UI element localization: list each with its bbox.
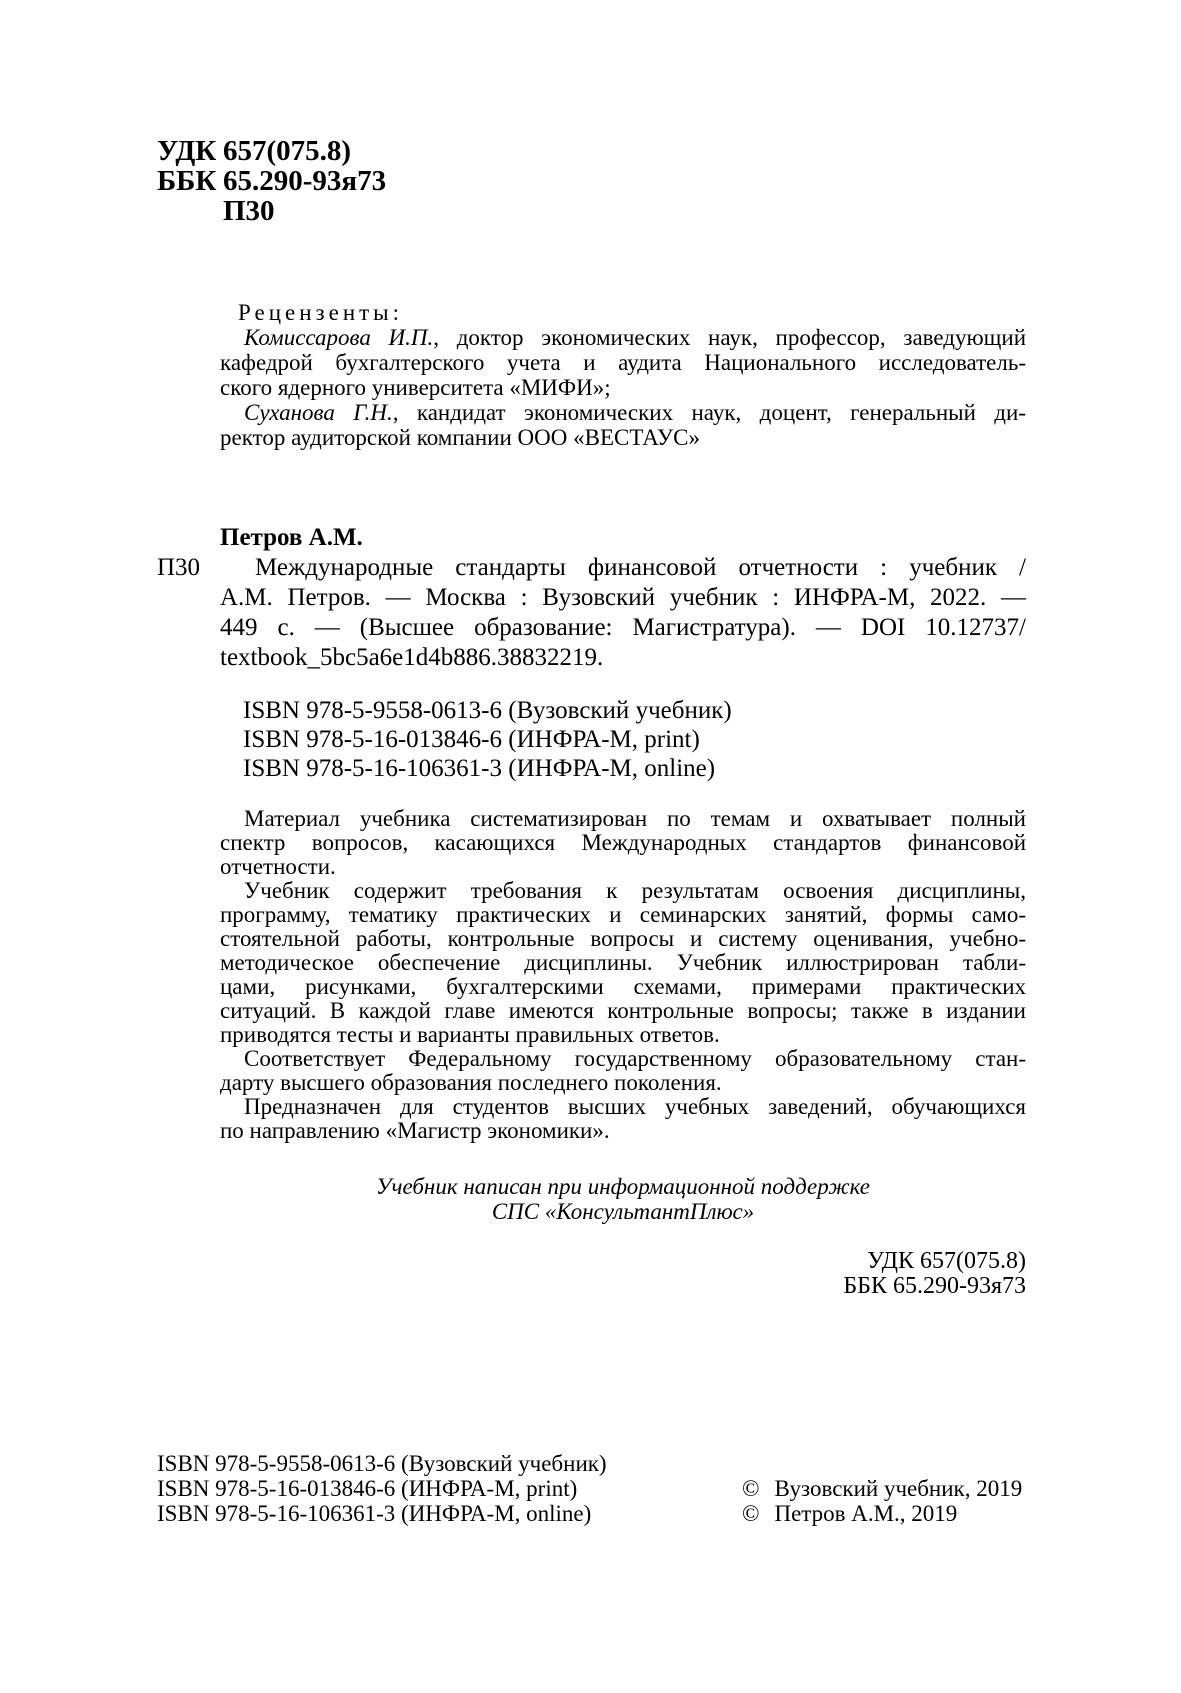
text-line: Соответствует Федеральному государственному образовательному стан-	[244, 1046, 1026, 1071]
classification-codes-bottom	[220, 1249, 1026, 1299]
text-line: цами, рисунками, бухгалтерскими схемами, примерами практических	[220, 974, 1026, 999]
record-description	[220, 553, 1026, 673]
text-line: ББК 65.290-93я73	[843, 1273, 1026, 1299]
text-line: спектр вопросов, касающихся Международных стандартов финансовой	[220, 830, 1026, 855]
reviewer-name: Комиссарова И.П.	[244, 325, 434, 350]
text-line: ского ядерного университета «МИФИ»;	[220, 375, 611, 400]
reviewer-paragraph	[220, 325, 1026, 400]
copyright-list	[742, 1476, 1022, 1526]
text-line: ISBN 978-5-9558-0613-6 (Вузовский учебник)	[243, 697, 732, 724]
copyright-symbol: ©	[742, 1501, 760, 1526]
annotation-paragraph	[220, 879, 1026, 1047]
bbk-code-line	[157, 166, 386, 196]
author-sign-line	[157, 196, 386, 226]
udk-label: УДК	[157, 135, 217, 167]
author-sign-value: П30	[223, 195, 275, 227]
text-line: ISBN 978-5-9558-0613-6 (Вузовский учебник)	[157, 1451, 607, 1476]
udk-value: 657(075.8)	[223, 135, 352, 167]
reviewers-section	[220, 300, 1026, 450]
classification-codes-top	[157, 136, 386, 226]
reviewers-header: Рецензенты:	[238, 300, 404, 325]
footer-isbn-list	[157, 1451, 607, 1526]
copyright-line	[742, 1476, 1022, 1501]
text-line: программу, тематику практических и семинарских занятий, формы само-	[220, 902, 1026, 927]
copyright-symbol: ©	[742, 1476, 760, 1501]
text-line: по направлению «Магистр экономики».	[220, 1118, 610, 1143]
text-line: Международные стандарты финансовой отчетности : учебник /	[255, 554, 1026, 581]
record-author: Петров А.М.	[220, 524, 363, 551]
text-line: А.М. Петров. — Москва : Вузовский учебник : ИНФРА-М, 2022. —	[220, 584, 1026, 611]
text-line: Предназначен для студентов высших учебных заведений, обучающихся	[244, 1094, 1026, 1119]
text-line: Комиссарова И.П., доктор экономических наук, профессор, заведующий	[244, 325, 1026, 350]
text-line: 449 с. — (Высшее образование: Магистратура). — DOI 10.12737/	[220, 614, 1026, 641]
support-note	[220, 1174, 1026, 1224]
text-line: Материал учебника систематизирован по темам и охватывает полный	[244, 806, 1026, 831]
text-line: ситуаций. В каждой главе имеются контрольные вопросы; также в издании	[220, 998, 1026, 1023]
text-line: приводятся тесты и варианты правильных ответов.	[220, 1022, 720, 1047]
bbk-label: ББК	[157, 165, 217, 197]
text-line: дарту высшего образования последнего поколения.	[220, 1070, 722, 1095]
text-line: ISBN 978-5-16-106361-3 (ИНФРА-М, online)	[243, 755, 716, 782]
text-line: методическое обеспечение дисциплины. Учебник иллюстрирован табли-	[220, 950, 1026, 975]
text-line: отчетности.	[220, 854, 336, 879]
annotation-paragraph	[220, 1095, 1026, 1143]
bbk-value: 65.290-93я73	[223, 165, 387, 197]
isbn-list	[243, 696, 732, 783]
text-line: ректор аудиторской компании ООО «ВЕСТАУС»	[220, 425, 700, 450]
copyright-text: Петров А.М., 2019	[774, 1501, 958, 1526]
text-line: Учебник написан при информационной поддержке	[376, 1174, 870, 1199]
annotation-text	[220, 807, 1026, 1143]
bibliographic-record	[157, 523, 1027, 673]
text-line: ISBN 978-5-16-013846-6 (ИНФРА-М, print)	[243, 726, 700, 753]
reviewer-name: Суханова Г.Н.	[244, 400, 393, 425]
text-line: УДК 657(075.8)	[867, 1248, 1026, 1274]
text-line: Учебник содержит требования к результатам освоения дисциплины,	[244, 878, 1026, 903]
text-line: Суханова Г.Н., кандидат экономических наук, доцент, генеральный ди-	[244, 400, 1026, 425]
annotation-paragraph	[220, 807, 1026, 879]
text-line: СПС «КонсультантПлюс»	[491, 1199, 755, 1224]
copyright-line	[742, 1501, 1022, 1526]
record-author-sign: П30	[157, 554, 201, 581]
udk-code-line	[157, 136, 386, 166]
reviewer-paragraph	[220, 400, 1026, 450]
text-line: ISBN 978-5-16-106361-3 (ИНФРА-М, online)	[157, 1501, 592, 1526]
text-line: textbook_5bc5a6e1d4b886.38832219.	[220, 644, 604, 671]
text-line: стоятельной работы, контрольные вопросы и систему оценивания, учебно-	[220, 926, 1026, 951]
annotation-paragraph	[220, 1047, 1026, 1095]
text-line: ISBN 978-5-16-013846-6 (ИНФРА-М, print)	[157, 1476, 578, 1501]
copyright-text: Вузовский учебник, 2019	[774, 1476, 1023, 1501]
text-line: кафедрой бухгалтерского учета и аудита Национального исследователь-	[220, 350, 1026, 375]
